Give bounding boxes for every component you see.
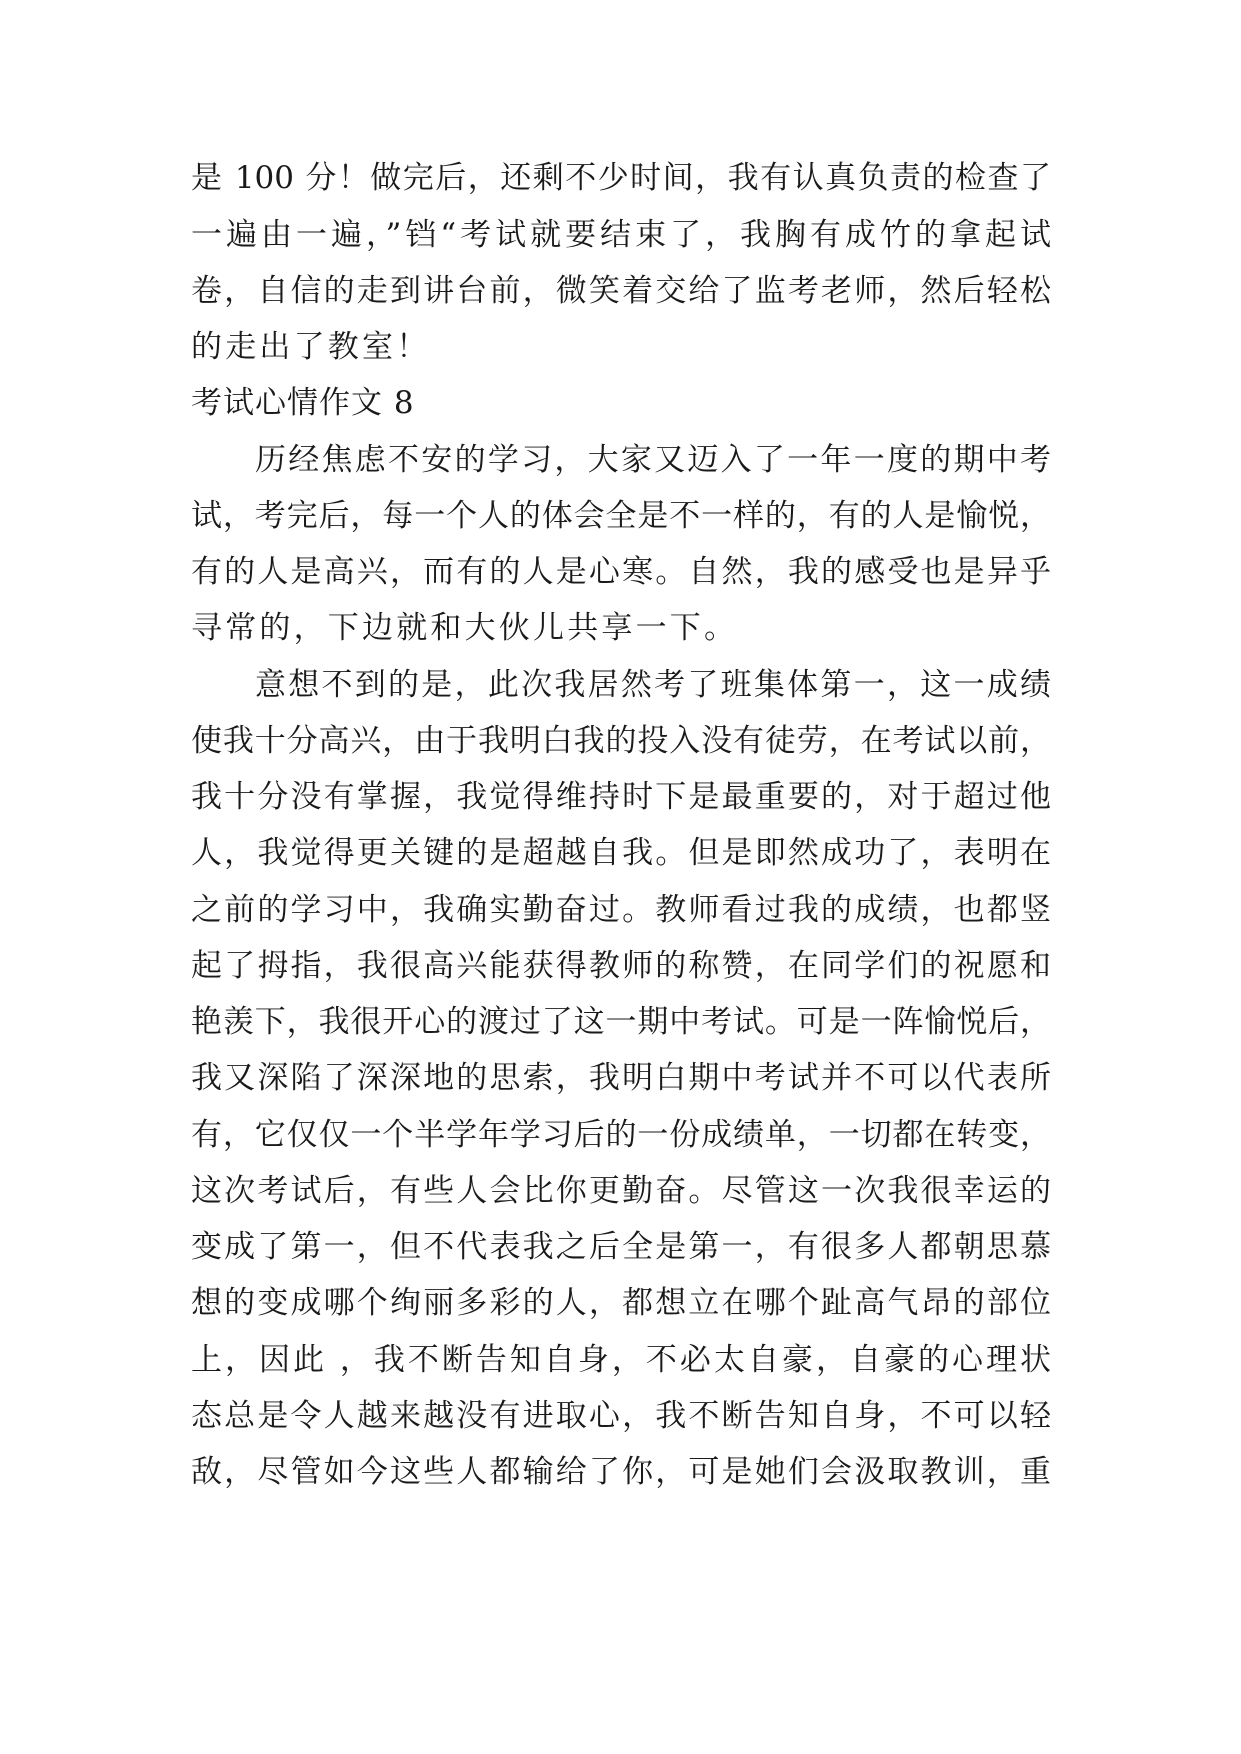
text-line: 我又深陷了深深地的思索，我明白期中考试并不可以代表所	[191, 1060, 1051, 1096]
text-line: 变成了第一，但不代表我之后全是第一，有很多人都朝思慕	[191, 1229, 1051, 1265]
text-line: 寻常的，下边就和大伙儿共享一下。	[191, 610, 739, 646]
text-line: 人，我觉得更关键的是超越自我。但是即然成功了，表明在	[191, 835, 1051, 871]
section-heading: 考试心情作文 8	[191, 385, 415, 421]
text-line: 卷，自信的走到讲台前，微笑着交给了监考老师，然后轻松	[191, 273, 1051, 309]
text-line: 我十分没有掌握，我觉得维持时下是最重要的，对于超过他	[191, 779, 1051, 815]
text-line: 使我十分高兴，由于我明白我的投入没有徒劳，在考试以前，	[191, 723, 1051, 759]
text-line: 态总是令人越来越没有进取心，我不断告知自身，不可以轻	[191, 1398, 1051, 1434]
text-line: 是 100 分！做完后，还剩不少时间，我有认真负责的检查了	[191, 160, 1051, 196]
text-line: 的走出了教室！	[191, 329, 431, 365]
text-line: 起了拇指，我很高兴能获得教师的称赞，在同学们的祝愿和	[191, 948, 1051, 984]
text-line: 上，因此 ，我不断告知自身，不必太自豪，自豪的心理状	[191, 1342, 1051, 1378]
text-line: 想的变成哪个绚丽多彩的人，都想立在哪个趾高气昂的部位	[191, 1285, 1051, 1321]
text-line: 敌，尽管如今这些人都输给了你，可是她们会汲取教训，重	[191, 1454, 1051, 1490]
text-line: 一遍由一遍，”铛“考试就要结束了，我胸有成竹的拿起试	[191, 217, 1051, 253]
text-line: 历经焦虑不安的学习，大家又迈入了一年一度的期中考	[255, 442, 1051, 478]
text-line: 意想不到的是，此次我居然考了班集体第一，这一成绩	[255, 667, 1051, 703]
text-line: 这次考试后，有些人会比你更勤奋。尽管这一次我很幸运的	[191, 1173, 1051, 1209]
text-line: 有的人是高兴，而有的人是心寒。自然，我的感受也是异乎	[191, 554, 1051, 590]
text-line: 艳羡下，我很开心的渡过了这一期中考试。可是一阵愉悦后，	[191, 1004, 1051, 1040]
text-line: 之前的学习中，我确实勤奋过。教师看过我的成绩，也都竖	[191, 892, 1051, 928]
text-line: 有，它仅仅一个半学年学习后的一份成绩单，一切都在转变，	[191, 1117, 1051, 1153]
text-line: 试，考完后，每一个人的体会全是不一样的，有的人是愉悦，	[191, 498, 1051, 534]
